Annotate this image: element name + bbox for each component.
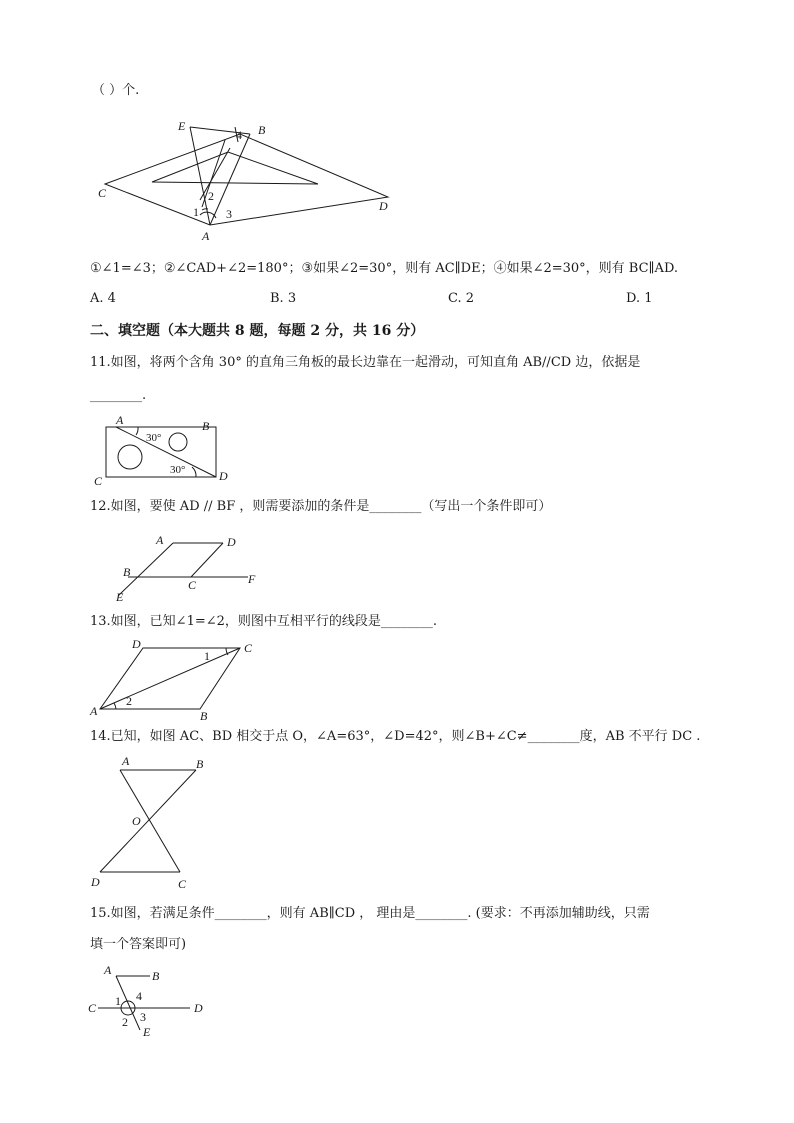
q12-text: 12.如图，要使 AD // BF ，则需要添加的条件是________（写出一个条件即可）: [90, 499, 552, 514]
q11-label-a: A: [116, 413, 124, 427]
q12-label-e: E: [116, 590, 124, 604]
q14-label-o: O: [132, 814, 141, 828]
q10-option-c: C. 2: [448, 291, 475, 306]
q15-text-line2: 填一个答案即可): [90, 937, 187, 952]
q15-label-1: 1: [115, 994, 121, 1008]
q13-figure: [88, 636, 268, 724]
q10-label-1: 1: [193, 205, 199, 219]
q14-label-b: B: [196, 757, 204, 771]
q13-label-2: 2: [126, 694, 132, 708]
q10-label-d: D: [379, 199, 388, 213]
q15-label-2: 2: [122, 1015, 128, 1029]
q15-label-a: A: [104, 963, 112, 977]
q10-option-b: B. 3: [270, 291, 297, 306]
q13-text: 13.如图，已知∠1=∠2，则图中互相平行的线段是________.: [90, 614, 438, 629]
q10-label-e: E: [178, 119, 186, 133]
q10-label-c: C: [98, 186, 107, 200]
q15-label-d: D: [194, 1001, 203, 1015]
q14-figure: [88, 752, 208, 892]
q12-label-f: F: [248, 572, 256, 586]
q11-text: 11.如图，将两个含角 30° 的直角三角板的最长边靠在一起滑动，可知直角 AB//CD 边，依据是: [90, 355, 641, 370]
q10-label-2: 2: [208, 189, 214, 203]
q10-label-3: 3: [226, 207, 232, 221]
section-2-heading: 二、填空题（本大题共 8 题，每题 2 分，共 16 分）: [90, 323, 425, 339]
q10-tail: （ ）个.: [92, 83, 140, 98]
q10-option-a: A. 4: [90, 291, 116, 306]
q15-label-b: B: [152, 969, 160, 983]
q15-text: 15.如图，若满足条件________，则有 AB∥CD ， 理由是________. (要求：不再添加辅助线，只需: [90, 906, 650, 921]
q15-label-4: 4: [136, 989, 142, 1003]
q12-figure: [108, 530, 268, 605]
q15-label-c: C: [88, 1001, 97, 1015]
q14-label-c: C: [178, 877, 187, 891]
q11-label-angle-top: 30°: [146, 432, 162, 444]
q15-label-3: 3: [140, 1010, 146, 1024]
q12-label-a: A: [156, 533, 164, 547]
q11-label-d: D: [219, 469, 228, 483]
q14-label-d: D: [91, 875, 100, 889]
q12-label-b: B: [123, 565, 131, 579]
q12-label-d: D: [227, 535, 236, 549]
q10-label-a: A: [202, 229, 210, 243]
q13-label-c: C: [244, 641, 253, 655]
q11-label-b: B: [202, 419, 210, 433]
q12-label-c: C: [188, 578, 197, 592]
q13-label-b: B: [200, 709, 208, 723]
q11-label-angle-bottom: 30°: [170, 464, 186, 476]
q11-blank: ________.: [90, 388, 147, 403]
q15-figure: [88, 962, 218, 1040]
q14-label-a: A: [122, 754, 130, 768]
q10-option-d: D. 1: [626, 291, 653, 306]
q14-text: 14.已知，如图 AC、BD 相交于点 O，∠A=63°，∠D=42°，则∠B+∠C≠________度，AB 不平行 DC .: [90, 729, 701, 744]
q11-label-c: C: [94, 474, 103, 487]
q10-figure: [90, 112, 410, 247]
q10-statements: ①∠1=∠3；②∠CAD+∠2=180°；③如果∠2=30°，则有 AC∥DE；④如果∠2=30°，则有 BC∥AD.: [90, 261, 679, 276]
q11-figure: [88, 412, 238, 487]
q13-label-a: A: [90, 704, 98, 718]
q13-label-d: D: [132, 637, 141, 651]
q15-label-e: E: [143, 1025, 151, 1039]
q10-label-b: B: [258, 123, 266, 137]
q10-label-4: 4: [236, 128, 242, 142]
q13-label-1: 1: [204, 649, 210, 663]
